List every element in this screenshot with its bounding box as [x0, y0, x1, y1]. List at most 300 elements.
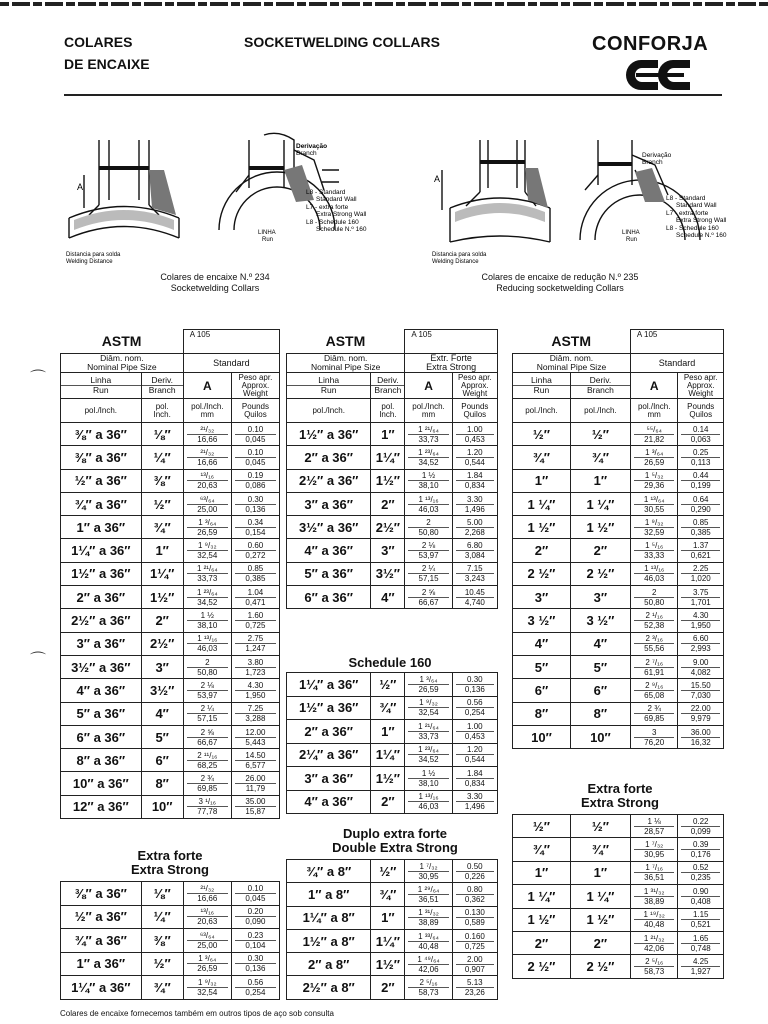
weight: 1.60 0,725	[231, 609, 279, 632]
run-size: 1 ¼″	[513, 885, 571, 908]
unit-a: pol./Inch. mm	[183, 399, 231, 423]
branch-header: Deriv. Branch	[141, 373, 183, 399]
table-row	[61, 609, 280, 632]
run-size: 10″ a 36″	[61, 772, 142, 795]
weight: 0.90 0,408	[678, 885, 724, 908]
dimension-a: 1 ½ 38,10	[405, 767, 452, 791]
dimension-a: 2 ¼ 57,15	[405, 562, 452, 585]
table-row	[61, 952, 280, 976]
dimension-a: 1 ²⁹/₆₄ 36,51	[405, 883, 452, 906]
dimension-a: 1 ¹³/₁₆ 46,03	[183, 632, 231, 655]
dimension-a: 1 ³/₆₄ 26,59	[183, 952, 231, 976]
class-label: Standard	[630, 354, 723, 373]
branch-size: 2 ½″	[570, 562, 630, 585]
branch-size: 1¼″	[371, 743, 405, 767]
branch-size: 2 ½″	[570, 955, 630, 978]
dimension-a: 1 ¹⁹/₃₂ 40,48	[630, 908, 678, 931]
run-size: ½″ a 36″	[61, 905, 142, 929]
run-size: 1″	[513, 861, 571, 884]
header-rule	[64, 94, 722, 96]
dimension-a: 1 ²¹/₆₄ 33,73	[405, 423, 452, 446]
run-size: 3″ a 36″	[287, 492, 371, 515]
table-col1-standard	[60, 329, 280, 819]
l8s-label: L8 - Schedule 160	[306, 219, 359, 226]
weight: 2.75 1,247	[231, 632, 279, 655]
weight: 1.84 0,834	[452, 767, 497, 791]
unit-branch: pol./Inch.	[570, 399, 630, 423]
table-row	[287, 883, 498, 906]
weight: 36.00 16,32	[678, 725, 724, 748]
dimension-a: 1 ⁹/₃₂ 32,54	[183, 976, 231, 1000]
unit-run: pol./Inch.	[287, 399, 371, 423]
dimension-a: ⁵⁵/₆₄ 21,82	[630, 423, 678, 446]
welding-dist-pt: Distancia para solda	[432, 252, 487, 258]
weight: 14.50 6,577	[231, 749, 279, 772]
branch-size: 1″	[141, 539, 183, 562]
branch-size: 2″	[371, 976, 405, 999]
run-size: 1½″ a 36″	[287, 423, 371, 446]
table-col2-schedule-160	[286, 672, 498, 814]
table-row	[287, 423, 498, 446]
branch-size: 1½″	[141, 586, 183, 609]
run-size: 1½″ a 8″	[287, 929, 371, 952]
branch-size: ½″	[371, 860, 405, 883]
dimension-a: 1 ²³/₆₄ 34,52	[183, 586, 231, 609]
weight: 0.130 0,589	[452, 906, 497, 929]
run-size: 2¼″ a 36″	[287, 743, 371, 767]
branch-size: 1 ½″	[570, 908, 630, 931]
run-size: 1″	[513, 469, 571, 492]
branch-size: 6″	[570, 679, 630, 702]
table-row	[287, 929, 498, 952]
weight: 0.30 0,136	[231, 952, 279, 976]
table-row	[513, 955, 724, 978]
table-row	[513, 423, 724, 446]
run-size: 1 ½″	[513, 908, 571, 931]
run-size: 2½″ a 36″	[287, 469, 371, 492]
dimension-a: ²¹/₃₂ 16,66	[183, 423, 231, 446]
l7-label: L7 - extra forte	[666, 210, 709, 217]
l8s-label-en: Schedule N.º 160	[676, 232, 727, 239]
branch-size: 1½″	[371, 953, 405, 976]
table-row	[513, 679, 724, 702]
run-size: 1¼″ a 36″	[61, 976, 142, 1000]
weight: 0.56 0,254	[452, 696, 497, 720]
table-row	[287, 469, 498, 492]
branch-header: Deriv. Branch	[371, 373, 405, 399]
dimension-a: ¹³/₁₆ 20,63	[183, 469, 231, 492]
dimension-a: 1 ³³/₆₄ 40,48	[405, 929, 452, 952]
unit-weight: Pounds Quilos	[678, 399, 724, 423]
figure-caption-right	[440, 272, 680, 294]
grade-label: A 105	[630, 330, 723, 354]
dimension-a: 1 ⁷/₃₂ 30,95	[405, 860, 452, 883]
dimension-a: ²¹/₃₂ 16,66	[183, 446, 231, 469]
run-size: 1¼″ a 36″	[61, 539, 142, 562]
weight: 10.45 4,740	[452, 586, 497, 609]
table-col1-extra-strong	[60, 881, 280, 1000]
welding-dist-en: Welding Distance	[432, 259, 479, 265]
table-row	[61, 905, 280, 929]
run-size: 10″	[513, 725, 571, 748]
weight: 1.65 0,748	[678, 931, 724, 954]
weight: 15.50 7,030	[678, 679, 724, 702]
branch-size: 1 ¼″	[570, 492, 630, 515]
table-row	[61, 679, 280, 702]
unit-branch: pol. Inch.	[371, 399, 405, 423]
weight: 7.25 3,288	[231, 702, 279, 725]
l7-label: L7 - extra forte	[306, 204, 349, 211]
run-size: 5″ a 36″	[61, 702, 142, 725]
l8s-label-en: Schedule N.º 160	[316, 226, 367, 233]
run-header: Linha Run	[513, 373, 571, 399]
branch-size: ¾″	[141, 976, 183, 1000]
dim-a-label: A	[434, 174, 441, 184]
table-row	[513, 586, 724, 609]
dimension-a: 2 50,80	[183, 655, 231, 678]
run-size: ⅜″ a 36″	[61, 423, 142, 446]
dimension-a: ⁶³/₆₄ 25,00	[183, 929, 231, 953]
unit-a: pol./Inch. mm	[630, 399, 678, 423]
run-size: 2″ a 36″	[287, 720, 371, 744]
branch-size: 1 ½″	[570, 516, 630, 539]
branch-size: 1½″	[371, 469, 405, 492]
table-row	[513, 885, 724, 908]
weight: 0.19 0,086	[231, 469, 279, 492]
dimension-a: 1 ⁹/₃₂ 32,54	[183, 539, 231, 562]
branch-size: ⅛″	[141, 882, 183, 906]
dimension-a: 1 ³/₆₄ 26,59	[183, 516, 231, 539]
table-col2-extra-strong	[286, 329, 498, 609]
run-size: 1 ½″	[513, 516, 571, 539]
branch-size: ¾″	[570, 838, 630, 861]
table-row	[61, 562, 280, 585]
weight: 2.25 1,020	[678, 562, 724, 585]
branch-size: ¼″	[141, 905, 183, 929]
branch-size: 3½″	[371, 562, 405, 585]
weight: 0.39 0,176	[678, 838, 724, 861]
run-size: 2½″ a 36″	[61, 609, 142, 632]
dimension-a: ⁶³/₆₄ 25,00	[183, 492, 231, 515]
l8s-label: L8 - Schedule 160	[666, 225, 719, 232]
title-pt-line2: DE ENCAIXE	[64, 56, 150, 72]
table-row	[61, 655, 280, 678]
grade-label: A 105	[405, 330, 498, 354]
branch-size: 3 ½″	[570, 609, 630, 632]
run-size: ¾″ a 36″	[61, 492, 142, 515]
dimension-a: 2 ¾ 69,85	[183, 772, 231, 795]
table-row	[287, 790, 498, 814]
run-size: ¾″ a 8″	[287, 860, 371, 883]
run-size: 5″	[513, 655, 571, 678]
dimension-a: 1 ⁴⁹/₆₄ 42,06	[405, 953, 452, 976]
weight: 35.00 15,87	[231, 795, 279, 818]
table-row	[287, 976, 498, 999]
weight-header: Peso apr. Approx. Weight	[452, 373, 497, 399]
weight: 0.30 0,136	[452, 673, 497, 697]
dimension-a: 2 ⅝ 66,67	[183, 725, 231, 748]
branch-size: ½″	[570, 423, 630, 446]
weight: 4.30 1,950	[231, 679, 279, 702]
branch-size: 8″	[570, 702, 630, 725]
weight: 1.15 0,521	[678, 908, 724, 931]
table-row	[513, 931, 724, 954]
run-size: 2 ½″	[513, 562, 571, 585]
table-row	[287, 953, 498, 976]
dim-a-label: A	[77, 182, 84, 192]
branch-size: ½″	[141, 952, 183, 976]
run-size: 1″ a 36″	[61, 952, 142, 976]
dimension-a: 2 ¹/₁₆ 52,38	[630, 609, 678, 632]
branch-size: 1″	[570, 469, 630, 492]
run-size: 1″ a 36″	[61, 516, 142, 539]
weight: 0.56 0,254	[231, 976, 279, 1000]
table-row	[61, 492, 280, 515]
table-row	[513, 838, 724, 861]
branch-label-en: Branch	[642, 159, 663, 166]
table-row	[513, 516, 724, 539]
run-size: 4″ a 36″	[61, 679, 142, 702]
dimension-a: 2 ⅝ 66,67	[405, 586, 452, 609]
branch-label-en: Branch	[296, 150, 317, 157]
dimension-a: 1 ¹³/₆₄ 30,55	[630, 492, 678, 515]
dimension-a: 2 50,80	[405, 516, 452, 539]
astm-label: ASTM	[61, 330, 184, 354]
dimension-a: 2 ⅛ 53,97	[405, 539, 452, 562]
table-row	[287, 720, 498, 744]
branch-size: 8″	[141, 772, 183, 795]
branch-size: 4″	[371, 586, 405, 609]
table-col2-double-extra-strong	[286, 859, 498, 1000]
weight: 0.30 0,136	[231, 492, 279, 515]
run-size: 2″ a 36″	[61, 586, 142, 609]
run-size: 4″	[513, 632, 571, 655]
table-row	[61, 469, 280, 492]
weight: 3.80 1,723	[231, 655, 279, 678]
unit-run: pol./Inch.	[513, 399, 571, 423]
branch-size: ¼″	[141, 446, 183, 469]
branch-size: 1¼″	[371, 929, 405, 952]
branch-size: 2½″	[371, 516, 405, 539]
table-row	[61, 446, 280, 469]
branch-size: 4″	[570, 632, 630, 655]
weight: 0.34 0,154	[231, 516, 279, 539]
branch-size: 3″	[570, 586, 630, 609]
dimension-a: 2 ⁵/₁₆ 58,73	[405, 976, 452, 999]
class-label: Standard	[183, 354, 279, 373]
run-size: 2½″ a 8″	[287, 976, 371, 999]
run-size: 3″	[513, 586, 571, 609]
branch-size: 1¼″	[141, 562, 183, 585]
caption-pt: Colares de encaixe N.º 234	[160, 272, 270, 282]
nominal-size-header: Diâm. nom. Nominal Pipe Size	[287, 354, 405, 373]
extra-strong-title-col1: Extra forte Extra Strong	[130, 848, 209, 877]
dimension-a: 2 ¹¹/₁₆ 68,25	[183, 749, 231, 772]
table-row	[61, 586, 280, 609]
run-size: ¾″ a 36″	[61, 929, 142, 953]
table-row	[513, 815, 724, 838]
dimension-a: 3 ¹/₁₆ 77,78	[183, 795, 231, 818]
welding-dist-pt: Distancia para solda	[66, 252, 121, 258]
branch-size: 5″	[570, 655, 630, 678]
socketwelding-collar-drawing	[64, 130, 367, 270]
branch-size: 1″	[371, 423, 405, 446]
table-row	[287, 446, 498, 469]
weight: 6.60 2,993	[678, 632, 724, 655]
dimension-a: 1 ³/₆₄ 26,59	[405, 673, 452, 697]
run-size: 6″ a 36″	[287, 586, 371, 609]
branch-size: 1½″	[371, 767, 405, 791]
brand-name: CONFORJA	[592, 33, 709, 55]
run-size: 4″ a 36″	[287, 539, 371, 562]
run-size: 2″ a 36″	[287, 446, 371, 469]
table-row	[61, 929, 280, 953]
dimension-a: ¹³/₁₆ 20,63	[183, 905, 231, 929]
weight: 0.10 0,045	[231, 423, 279, 446]
branch-size: 1″	[371, 720, 405, 744]
dimension-a: 1 ⁵/₁₆ 33,33	[630, 539, 678, 562]
weight: 12.00 5,443	[231, 725, 279, 748]
caption-pt: Colares de encaixe de redução N.º 235	[481, 272, 639, 282]
reducing-collar-drawing	[430, 130, 740, 270]
branch-size: ¾″	[570, 446, 630, 469]
l8-label-en: Standard Wall	[676, 202, 717, 209]
table-row	[513, 492, 724, 515]
weight: 3.75 1,701	[678, 586, 724, 609]
dimension-a: 2 ³/₁₆ 55,56	[630, 632, 678, 655]
run-size: 4″ a 36″	[287, 790, 371, 814]
dimension-a: 1 ⁹/₃₂ 32,54	[405, 696, 452, 720]
l8-label: L8 - Standard	[306, 189, 346, 196]
run-size: ⅜″ a 36″	[61, 882, 142, 906]
table-row	[513, 632, 724, 655]
run-size: ¾″	[513, 838, 571, 861]
dimension-a: 1 ⁵/₃₂ 29,36	[630, 469, 678, 492]
branch-size: 2½″	[141, 632, 183, 655]
weight: 0.44 0,199	[678, 469, 724, 492]
weight-header: Peso apr. Approx. Weight	[231, 373, 279, 399]
weight: 2.00 0,907	[452, 953, 497, 976]
table-row	[61, 632, 280, 655]
extra-strong-title-col3: Extra forte Extra Strong	[580, 781, 659, 810]
branch-size: ¾″	[371, 883, 405, 906]
weight: 0.14 0,063	[678, 423, 724, 446]
branch-size: 2″	[141, 609, 183, 632]
dimension-a: 1 ¹³/₁₆ 46,03	[405, 492, 452, 515]
weight: 0.20 0,090	[231, 905, 279, 929]
run-size: 1¼″ a 36″	[287, 673, 371, 697]
weight: 1.20 0,544	[452, 446, 497, 469]
nominal-size-header: Diâm. nom. Nominal Pipe Size	[61, 354, 184, 373]
run-size: 3½″ a 36″	[287, 516, 371, 539]
table-row	[287, 562, 498, 585]
branch-size: ½″	[141, 492, 183, 515]
caption-en: Reducing socketwelding Collars	[496, 283, 624, 293]
run-size: 1¼″ a 8″	[287, 906, 371, 929]
dimension-a: ²¹/₃₂ 16,66	[183, 882, 231, 906]
branch-label-pt: Derivação	[296, 143, 328, 150]
branch-size: ⅜″	[141, 929, 183, 953]
unit-branch: pol. Inch.	[141, 399, 183, 423]
dimension-a: 2 ⅛ 53,97	[183, 679, 231, 702]
dimension-a: 1 ²³/₆₄ 34,52	[405, 446, 452, 469]
table-row	[61, 882, 280, 906]
dimension-a: 2 ⁵/₁₆ 58,73	[630, 955, 678, 978]
weight: 3.30 1,496	[452, 790, 497, 814]
table-row	[287, 906, 498, 929]
branch-size: 3½″	[141, 679, 183, 702]
scan-top-edge	[0, 2, 768, 6]
dimension-a: 2 ¾ 69,85	[630, 702, 678, 725]
dimension-a: 3 76,20	[630, 725, 678, 748]
dimension-a: 2 ⁹/₁₆ 65,08	[630, 679, 678, 702]
double-extra-strong-title: Duplo extra forte Double Extra Strong	[332, 826, 458, 855]
dimension-a: 1 ²¹/₃₂ 42,06	[630, 931, 678, 954]
run-label-en: Run	[626, 237, 638, 243]
table-row	[61, 795, 280, 818]
table-row	[287, 696, 498, 720]
run-size: ½″ a 36″	[61, 469, 142, 492]
weight: 1.00 0,453	[452, 720, 497, 744]
table-row	[287, 673, 498, 697]
unit-weight: Pounds Quilos	[231, 399, 279, 423]
weight: 0.10 0,045	[231, 882, 279, 906]
table-row	[513, 725, 724, 748]
dimension-a: 1 ²¹/₆₄ 33,73	[183, 562, 231, 585]
table-col3-standard	[512, 329, 724, 749]
table-row	[61, 516, 280, 539]
l8-label: L8 - Standard	[666, 195, 706, 202]
run-size: 2″ a 8″	[287, 953, 371, 976]
branch-size: 10″	[141, 795, 183, 818]
table-row	[287, 516, 498, 539]
table-col3-extra-strong	[512, 814, 724, 979]
branch-size: 2″	[371, 492, 405, 515]
welding-dist-en: Welding Distance	[66, 259, 113, 265]
run-size: 2 ½″	[513, 955, 571, 978]
dimension-a: 1 ½ 38,10	[183, 609, 231, 632]
weight: 22.00 9,979	[678, 702, 724, 725]
run-size: 5″ a 36″	[287, 562, 371, 585]
astm-label: ASTM	[287, 330, 405, 354]
dimension-a: 1 ³¹/₃₂ 38,89	[405, 906, 452, 929]
table-row	[513, 469, 724, 492]
run-label-pt: LINHA	[258, 230, 276, 236]
run-size: 2″	[513, 539, 571, 562]
table-row	[513, 562, 724, 585]
weight: 4.30 1,950	[678, 609, 724, 632]
branch-size: ⅜″	[141, 469, 183, 492]
table-row	[513, 539, 724, 562]
table-row	[513, 446, 724, 469]
weight-header: Peso apr. Approx. Weight	[678, 373, 724, 399]
a-header: A	[183, 373, 231, 399]
run-size: 1″ a 8″	[287, 883, 371, 906]
weight: 0.10 0,045	[231, 446, 279, 469]
branch-size: ½″	[570, 815, 630, 838]
unit-weight: Pounds Quilos	[452, 399, 497, 423]
dimension-a: 1 ⁷/₃₂ 30,95	[630, 838, 678, 861]
weight: 1.04 0,471	[231, 586, 279, 609]
run-size: 6″	[513, 679, 571, 702]
run-label-pt: LINHA	[622, 230, 640, 236]
weight: 1.00 0,453	[452, 423, 497, 446]
run-size: ¾″	[513, 446, 571, 469]
unit-run: pol./Inch.	[61, 399, 142, 423]
title-en: SOCKETWELDING COLLARS	[244, 34, 440, 50]
branch-size: ¾″	[141, 516, 183, 539]
unit-a: pol./Inch. mm	[405, 399, 452, 423]
